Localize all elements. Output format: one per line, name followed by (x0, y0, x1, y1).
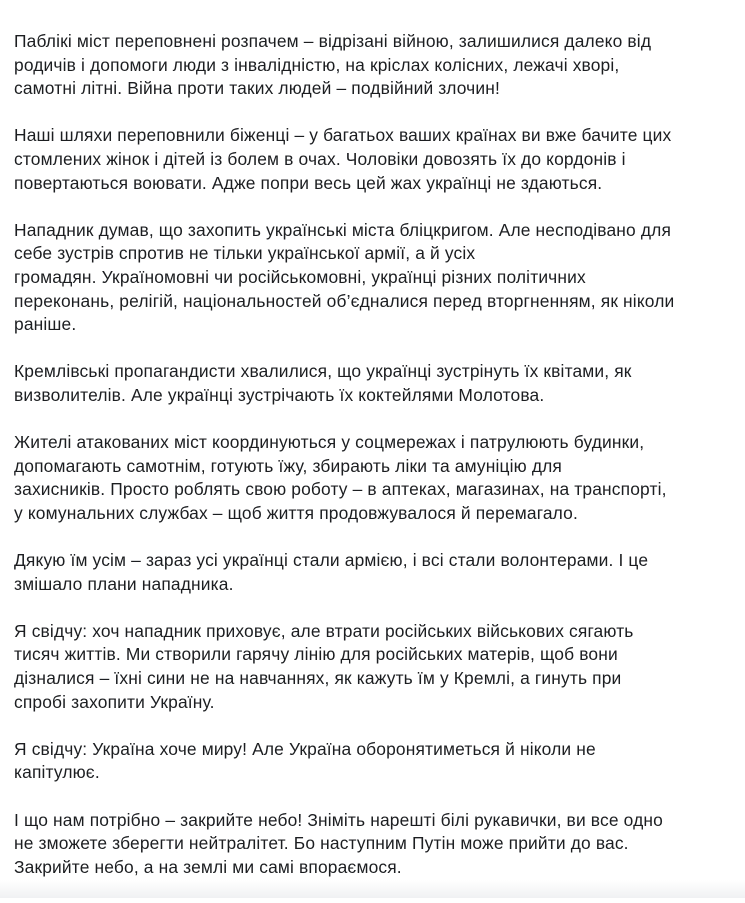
post-paragraph (14, 809, 739, 880)
post-paragraph (14, 620, 739, 714)
paragraph-line: І що нам потрібно – закрийте небо! Зніміть нарешті білі рукавички, ви все одно (14, 809, 663, 830)
paragraph-line: Жителі атакованих міст координуються у соцмережах і патрулюють будинки, (14, 432, 645, 453)
paragraph-line: громадян. Україномовні чи російськомовні, українці різних політичних (14, 266, 586, 287)
paragraph-line: капітулює. (14, 762, 100, 783)
paragraph-line: себе зустрів спротив не тільки української армії, а й усіх (14, 243, 476, 264)
paragraph-line: повертаються воювати. Адже попри весь цей жах українці не здаються. (14, 172, 603, 193)
paragraph-line: раніше. (14, 314, 77, 335)
paragraph-line: змішало плани нападника. (14, 573, 234, 594)
paragraph-line: Паблікі міст переповнені розпачем – відрізані війною, залишилися далеко від (14, 31, 652, 51)
post-paragraph (14, 360, 739, 407)
paragraph-line: допомагають самотнім, готують їжу, збирають ліки та амуніцію для (14, 455, 563, 476)
paragraph-line: спробі захопити Україну. (14, 691, 215, 712)
paragraph-line: родичів і допомоги люди з інвалідністю, на кріслах колісних, лежачі хворі, (14, 54, 620, 75)
post-paragraph (14, 738, 739, 785)
post-text-body (14, 30, 739, 903)
paragraph-line: Кремлівські пропагандисти хвалилися, що українці зустрінуть їх квітами, як (14, 361, 632, 382)
paragraph-line: у комунальних службах – щоб життя продовжувалося й перемагало. (14, 502, 578, 523)
paragraph-line: Нападник думав, що захопить українські міста бліцкригом. Але несподівано для (14, 219, 672, 240)
paragraph-line: Дякую їм усім – зараз усі українці стали армією, і всі стали волонтерами. І це (14, 550, 649, 571)
paragraph-line: Я свідчу: хоч нападник приховує, але втрати російських військових сягають (14, 620, 634, 641)
post-paragraph (14, 124, 739, 195)
paragraph-line: Наші шляхи переповнили біженці – у багатьох ваших країнах ви вже бачите цих (14, 125, 672, 146)
paragraph-line: Закрийте небо, а на землі ми самі впораємося. (14, 856, 402, 877)
post-paragraph (14, 549, 739, 596)
post-paragraph (14, 219, 739, 337)
paragraph-line: визволителів. Але українці зустрічають їх коктейлями Молотова. (14, 384, 545, 405)
paragraph-line: самотні літні. Війна проти таких людей – подвійний злочин! (14, 78, 500, 99)
post-paragraph (14, 431, 739, 525)
paragraph-line: Я свідчу: Україна хоче миру! Але Україна оборонятиметься й ніколи не (14, 738, 596, 759)
paragraph-line: переконань, релігій, національностей об’єдналися перед вторгненням, як ніколи (14, 290, 675, 311)
paragraph-line: дізналися – їхні сини не на навчаннях, як кажуть їм у Кремлі, а гинуть при (14, 668, 622, 689)
paragraph-line: тисяч життів. Ми створили гарячу лінію для російських матерів, щоб вони (14, 644, 618, 665)
post-paragraph (14, 30, 739, 101)
paragraph-line: захисників. Просто роблять свою роботу – в аптеках, магазинах, на транспорті, (14, 479, 667, 500)
paragraph-line: стомлених жінок і дітей із болем в очах. Чоловіки довозять їх до кордонів і (14, 148, 626, 169)
paragraph-line: не зможете зберегти нейтралітет. Бо наступним Путін може прийти до вас. (14, 833, 629, 854)
bottom-fade-divider (0, 880, 745, 898)
